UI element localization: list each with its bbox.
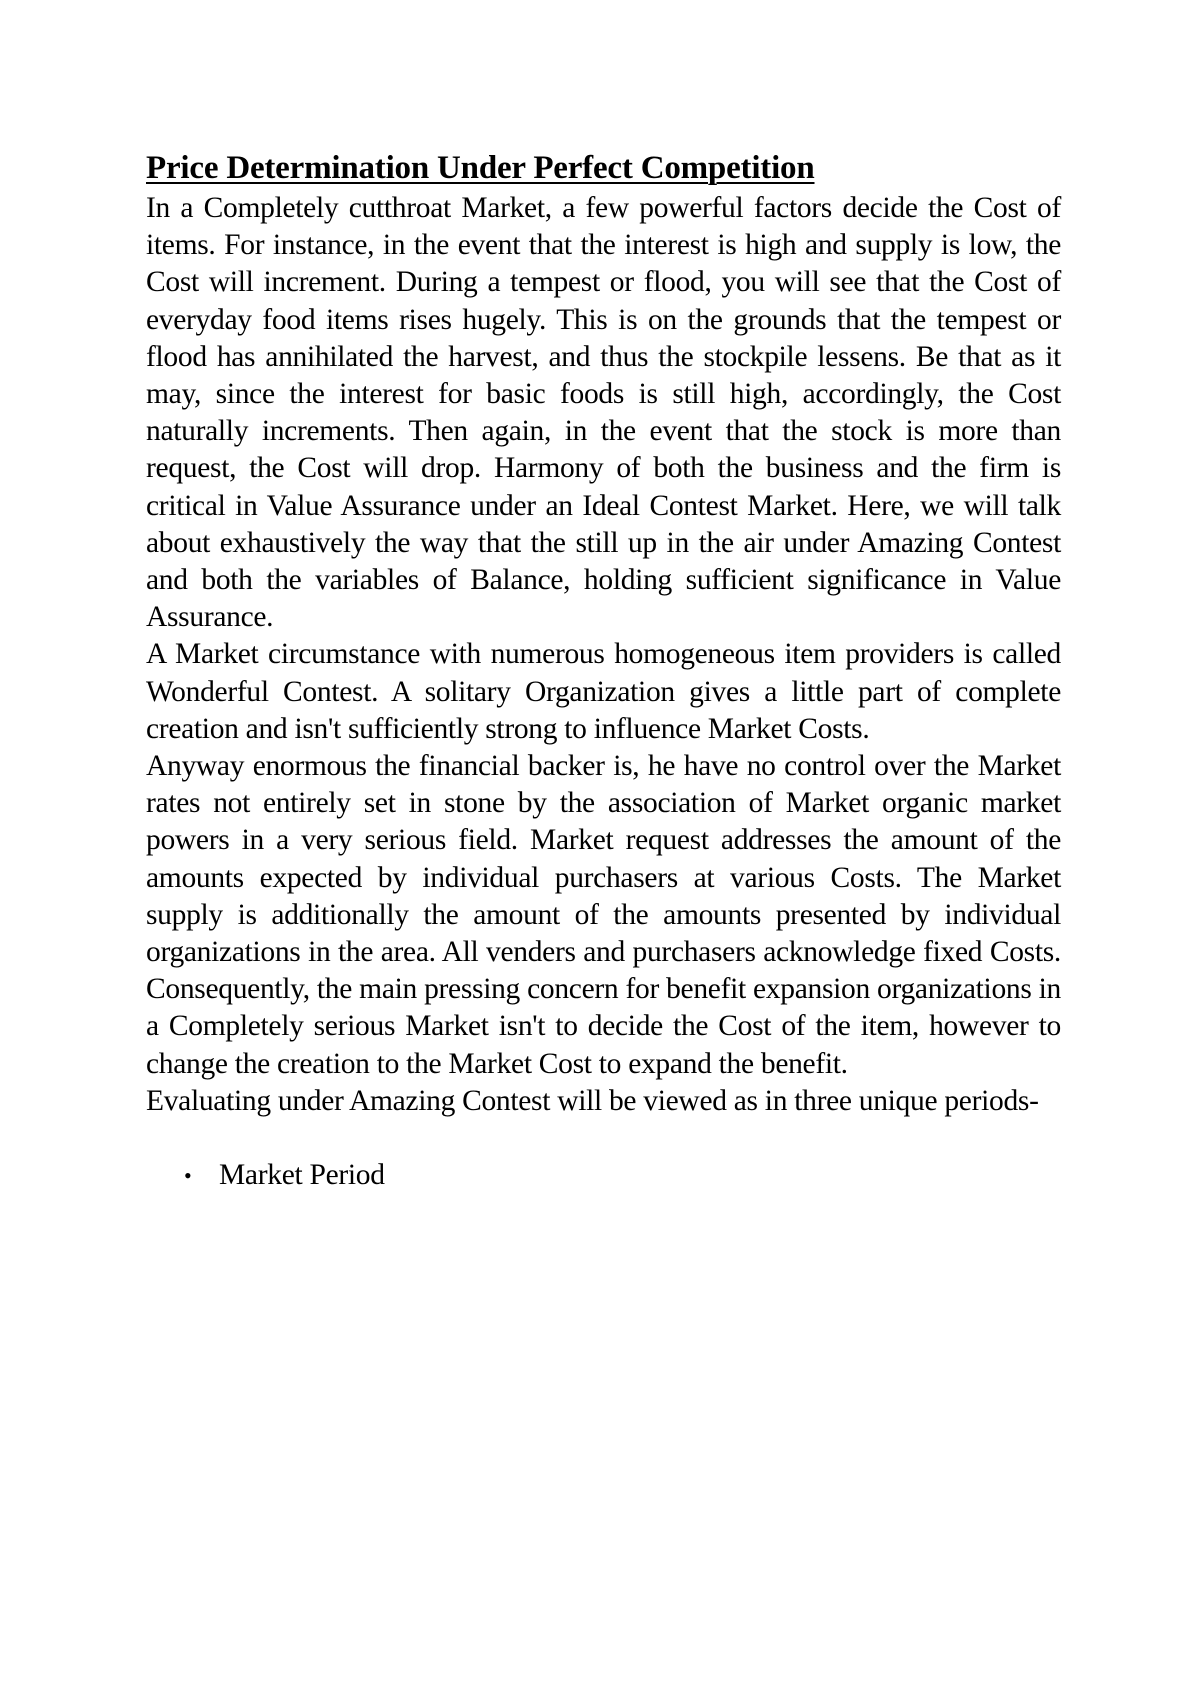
list-item <box>146 1157 1061 1194</box>
paragraph-intro: In a Completely cutthroat Market, a few powerful factors decide the Cost of items. For instance, in the event that the interest is high and supply is low, the Cost will increment. During a tempest or flood, you will see that the Cost of everyday food items rises hugely. This is on the grounds that the tempest or flood has annihilated the harvest, and thus the stockpile lessens. Be that as it may, since the interest for basic foods is still high, accordingly, the Cost naturally increments. Then again, in the event that the stock is more than request, the Cost will drop. Harmony of both the business and the firm is critical in Value Assurance under an Ideal Contest Market. Here, we will talk about exhaustively the way that the still up in the air under Amazing Contest and both the variables of Balance, holding sufficient significance in Value Assurance. <box>146 192 1061 634</box>
document-title: Price Determination Under Perfect Competition <box>146 150 815 186</box>
document-body <box>146 146 1061 1194</box>
periods-list <box>146 1157 1061 1194</box>
list-item-label: Market Period <box>219 1159 385 1192</box>
bullet-icon: • <box>184 1163 192 1189</box>
paragraph-periods-intro: Evaluating under Amazing Contest will be viewed as in three unique periods- <box>146 1084 1039 1117</box>
paragraph-definition: A Market circumstance with numerous homogeneous item providers is called Wonderful Contest. A solitary Organization gives a little part of complete creation and isn't sufficiently strong to influence Market Costs. <box>146 638 1061 745</box>
paragraph-market-forces: Anyway enormous the financial backer is, he have no control over the Market rates not entirely set in stone by the association of Market organic market powers in a very serious field. Market request addresses the amount of the amounts expected by individual purchasers at various Costs. The Market supply is additionally the amount of the amounts presented by individual organizations in the area. All venders and purchasers acknowledge fixed Costs. Consequently, the main pressing concern for benefit expansion organizations in a Completely serious Market isn't to decide the Cost of the item, however to change the creation to the Market Cost to expand the benefit. <box>146 750 1061 1080</box>
